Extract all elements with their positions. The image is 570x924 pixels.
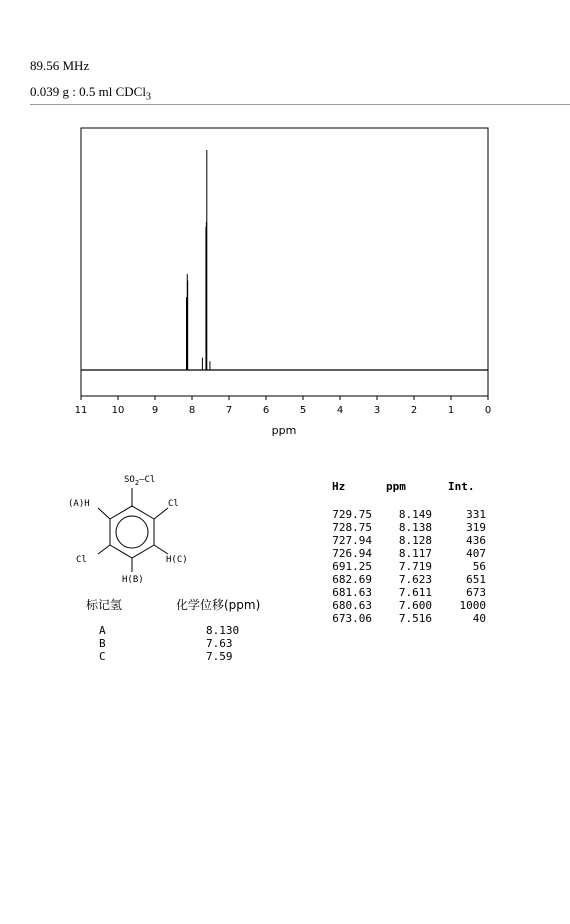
peak-table-cell: 7.600: [398, 599, 432, 612]
peak-table-cell: 680.63: [332, 599, 372, 612]
molecule-structure: [62, 468, 242, 588]
x-tick-label: 2: [410, 405, 418, 416]
bond-left-top: [98, 508, 110, 519]
peak-table-cell: 691.25: [332, 560, 372, 573]
peak-table-cell: 8.138: [398, 521, 432, 534]
peak-table-cell: 7.516: [398, 612, 432, 625]
benzene-ring: [110, 506, 154, 558]
x-tick-label: 8: [188, 405, 196, 416]
peak-table-cell: 40: [472, 612, 486, 625]
shift-row-value: 8.130: [206, 624, 240, 637]
peak-table-cell: 319: [466, 521, 486, 534]
x-tick-label: 7: [225, 405, 233, 416]
shift-row-label: A: [99, 624, 106, 637]
spectrum-peaks: [81, 150, 488, 370]
peak-table-cell: 331: [466, 508, 486, 521]
x-tick-label: 9: [151, 405, 159, 416]
sample-subscript: 3: [145, 91, 151, 103]
sample-text: 0.039 g : 0.5 ml CDCl: [30, 84, 146, 99]
shift-row-label: C: [99, 650, 106, 663]
x-tick-label: 11: [74, 405, 88, 416]
peak-table-cell: 8.128: [398, 534, 432, 547]
structure-diagram: [62, 468, 242, 593]
label-cl-left: Cl: [76, 555, 87, 565]
peak-table-cell: 7.611: [398, 586, 432, 599]
bond-right-bottom: [154, 545, 168, 554]
peak-table-cell: 7.719: [398, 560, 432, 573]
label-ha: (A)H: [68, 499, 90, 509]
peak-table-cell: 727.94: [332, 534, 372, 547]
peak-table-cell: 681.63: [332, 586, 372, 599]
plot-frame: [81, 128, 488, 396]
bond-right-top: [154, 508, 168, 519]
peak-table-cell: 1000: [459, 599, 486, 612]
x-tick-label: 3: [373, 405, 381, 416]
peak-table-cell: 7.623: [398, 573, 432, 586]
peak-table-header: Hz: [332, 480, 346, 493]
label-hb: H(B): [122, 575, 144, 585]
shift-col-label-header: 标记氢: [86, 598, 123, 612]
peak-table-cell: 407: [466, 547, 486, 560]
x-tick-label: 6: [262, 405, 270, 416]
x-tick-label: 0: [484, 405, 492, 416]
aromatic-circle: [116, 516, 148, 548]
peak-table-cell: 728.75: [332, 521, 372, 534]
peak-table-cell: 436: [466, 534, 486, 547]
peak-table-header: Int.: [448, 480, 475, 493]
peak-table-cell: 726.94: [332, 547, 372, 560]
x-axis-label: ppm: [271, 424, 297, 437]
label-cl-right: Cl: [168, 499, 179, 509]
peak-table-cell: 673: [466, 586, 486, 599]
peak-table-header: ppm: [386, 480, 406, 493]
shift-row-value: 7.59: [206, 650, 233, 663]
x-tick-label: 1: [447, 405, 455, 416]
bond-left-bottom: [98, 545, 110, 554]
peak-table-cell: 651: [466, 573, 486, 586]
peak-table-cell: 682.69: [332, 573, 372, 586]
peak-table-cell: 8.117: [398, 547, 432, 560]
x-tick-label: 10: [111, 405, 125, 416]
so2-group: $SO_2—Cl$: [124, 475, 156, 487]
shift-col-value-header: 化学位移(ppm): [176, 598, 261, 612]
shift-row-value: 7.63: [206, 637, 233, 650]
peak-table-cell: 56: [472, 560, 486, 573]
nmr-spectrum-chart: [0, 0, 570, 460]
peak-table-cell: 673.06: [332, 612, 372, 625]
x-axis-ticks: [75, 396, 492, 416]
spectrometer-frequency: 89.56 MHz: [30, 58, 90, 73]
x-tick-label: 5: [299, 405, 307, 416]
peak-table-cell: 729.75: [332, 508, 372, 521]
shift-row-label: B: [99, 637, 106, 650]
x-tick-label: 4: [336, 405, 344, 416]
label-hc: H(C): [166, 555, 188, 565]
peak-table-cell: 8.149: [398, 508, 432, 521]
